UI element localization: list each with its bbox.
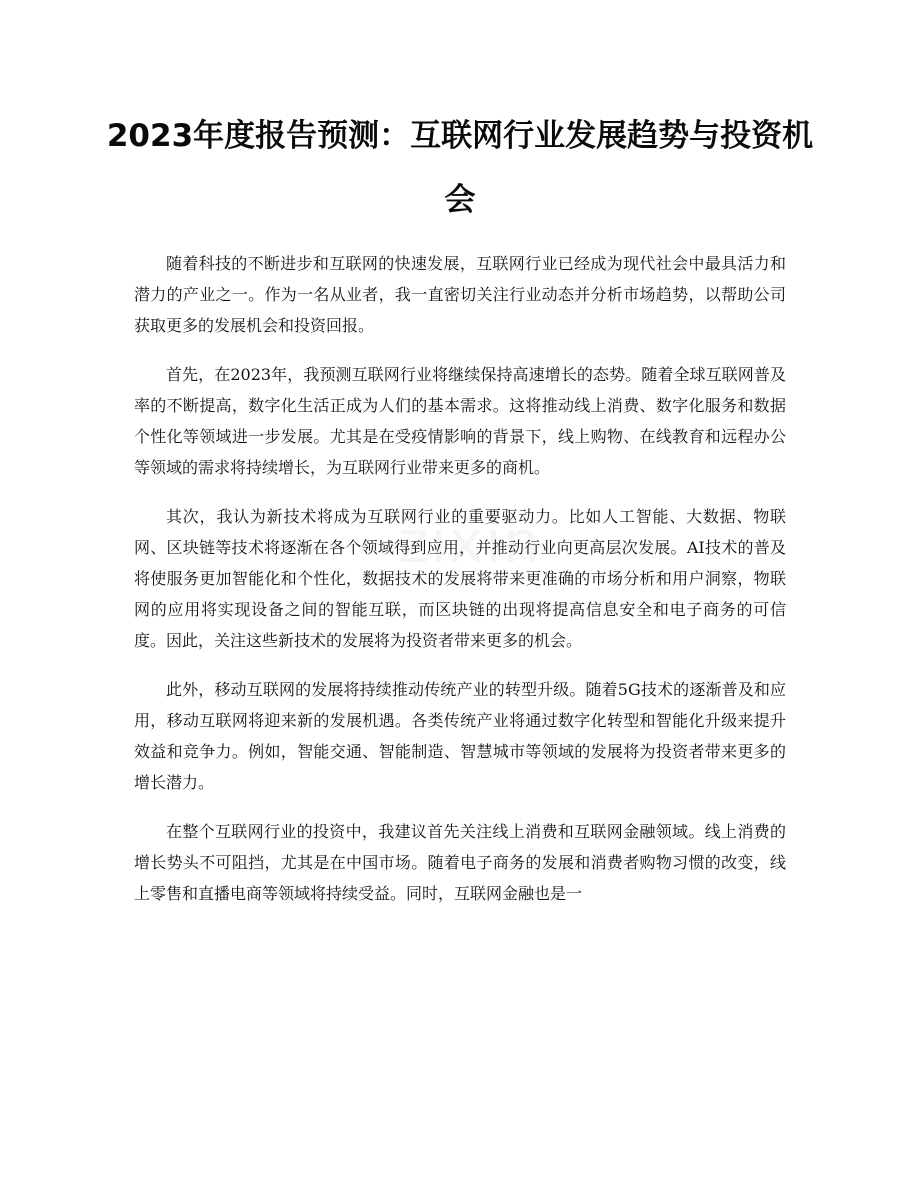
paragraph-2: 首先，在2023年，我预测互联网行业将继续保持高速增长的态势。随着全球互联网普及率的不断提高，数字化生活正成为人们的基本需求。这将推动线上消费、数字化服务和数据个性化等领域进一步发展。尤其是在受疫情影响的背景下，线上购物、在线教育和远程办公等领域的需求将持续增长，为互联网行业带来更多的商机。 [134,365,786,477]
watermark: zixin [398,508,542,576]
paragraph-5: 在整个互联网行业的投资中，我建议首先关注线上消费和互联网金融领域。线上消费的增长势头不可阻挡，尤其是在中国市场。随着电子商务的发展和消费者购物习惯的改变，线上零售和直播电商等领域将持续受益。同时，互联网金融也是一 [134,822,786,903]
paragraph-1: 随着科技的不断进步和互联网的快速发展，互联网行业已经成为现代社会中最具活力和潜力的产业之一。作为一名从业者，我一直密切关注行业动态并分析市场趋势，以帮助公司获取更多的发展机会和投资回报。 [134,254,786,335]
paragraph-4: 此外，移动互联网的发展将持续推动传统产业的转型升级。随着5G技术的逐渐普及和应用，移动互联网将迎来新的发展机遇。各类传统产业将通过数字化转型和智能化升级来提升效益和竞争力。例如，智能交通、智能制造、智慧城市等领域的发展将为投资者带来更多的增长潜力。 [134,680,786,792]
document-title: 2023年度报告预测：互联网行业发展趋势与投资机会 [106,118,814,218]
paragraph-3: 其次，我认为新技术将成为互联网行业的重要驱动力。比如人工智能、大数据、物联网、区块链等技术将逐渐在各个领域得到应用，并推动行业向更高层次发展。AI技术的普及将使服务更加智能化和个性化，数据技术的发展将带来更准确的市场分析和用户洞察，物联网的应用将实现设备之间的智能互联，而区块链的出现将提高信息安全和电子商务的可信度。因此，关注这些新技术的发展将为投资者带来更多的机会。 [134,507,786,650]
document-body [134,248,786,927]
